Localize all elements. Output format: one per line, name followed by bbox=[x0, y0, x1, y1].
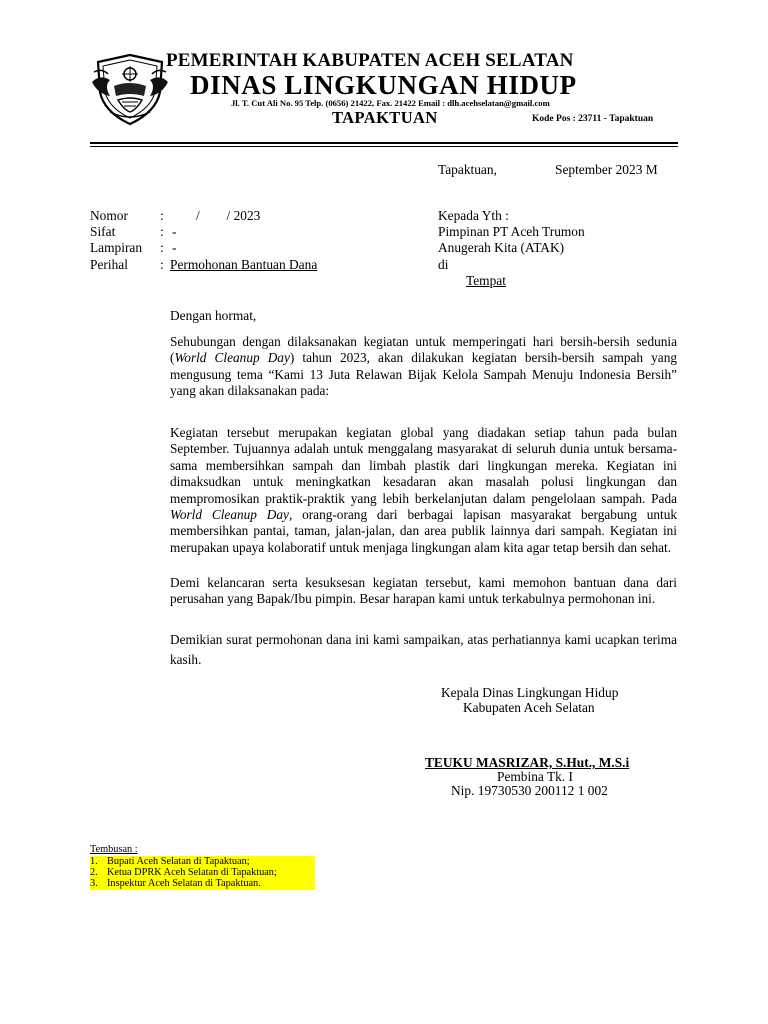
letterhead-government: PEMERINTAH KABUPATEN ACEH SELATAN bbox=[166, 50, 574, 71]
letterhead-rule-thin bbox=[90, 146, 678, 147]
paragraph-description: Kegiatan tersebut merupakan kegiatan global yang diadakan setiap tahun pada bulan September. Tujuannya adalah untuk menggalang masyarakat di seluruh dunia untuk bersama-sama membersihkan sampah dan limbah plastik dari lingkungan mereka. Kegiatan ini dimaksudkan untuk meningkatkan kesadaran akan masalah polusi lingkungan dan mempromosikan praktik-praktik yang lebih berkelanjutan dalam pengelolaan sampah. Pada World Cleanup Day, orang-orang dari berbagai lapisan masyarakat bergabung untuk membersihkan pantai, taman, jalan-jalan, dan area publik lainnya dari sampah. Kegiatan ini merupakan upaya kolaboratif untuk menjaga lingkungan alam kita agar tetap bersih dan sehat. bbox=[170, 425, 677, 555]
recipient-greeting: Kepada Yth : bbox=[438, 208, 509, 223]
signature-title-2: Kabupaten Aceh Selatan bbox=[463, 700, 595, 715]
meta-label-lampiran: Lampiran bbox=[90, 240, 143, 255]
cc-heading: Tembusan : bbox=[90, 844, 138, 855]
meta-sep-lampiran: : bbox=[160, 240, 164, 255]
meta-sep-nomor: : bbox=[160, 208, 164, 223]
date-value: September 2023 M bbox=[555, 162, 658, 177]
signature-name: TEUKU MASRIZAR, S.Hut., M.S.i bbox=[425, 755, 630, 770]
meta-value-sifat: - bbox=[172, 224, 177, 239]
letterhead-address: Jl. T. Cut Ali No. 95 Telp. (0656) 21422, Fax. 21422 Email : dlh.acehselatan@gmail.com bbox=[231, 98, 550, 108]
recipient-place: Tempat bbox=[466, 273, 506, 288]
meta-label-sifat: Sifat bbox=[90, 224, 116, 239]
date-place: Tapaktuan, bbox=[438, 162, 497, 177]
recipient-line2: Anugerah Kita (ATAK) bbox=[438, 240, 565, 255]
paragraph-closing: Demikian surat permohonan dana ini kami sampaikan, atas perhatiannya kami ucapkan terima kasih. bbox=[170, 632, 677, 667]
signature-nip: Nip. 19730530 200112 1 002 bbox=[451, 783, 608, 798]
meta-value-perihal: Permohonan Bantuan Dana bbox=[170, 257, 318, 272]
paragraph-request: Demi kelancaran serta kesuksesan kegiatan tersebut, kami memohon bantuan dana dari perusahan yang Bapak/Ibu pimpin. Besar harapan kami untuk terkabulnya permohonan ini. bbox=[170, 575, 677, 607]
meta-label-perihal: Perihal bbox=[90, 257, 128, 272]
recipient-line1: Pimpinan PT Aceh Trumon bbox=[438, 224, 585, 239]
letterhead-postal-code: Kode Pos : 23711 - Tapaktuan bbox=[532, 114, 654, 124]
signature-rank: Pembina Tk. I bbox=[497, 769, 573, 784]
meta-value-nomor: / / 2023 bbox=[196, 208, 261, 223]
salutation: Dengan hormat, bbox=[170, 308, 257, 323]
recipient-at: di bbox=[438, 257, 449, 272]
regency-crest-logo bbox=[90, 52, 170, 126]
meta-label-nomor: Nomor bbox=[90, 208, 128, 223]
signature-title-1: Kepala Dinas Lingkungan Hidup bbox=[441, 685, 619, 700]
cc-item-3: 3. Inspektur Aceh Selatan di Tapaktuan. bbox=[90, 878, 315, 890]
paragraph-intro: Sehubungan dengan dilaksanakan kegiatan untuk memperingati hari bersih-bersih sedunia (World Cleanup Day) tahun 2023, akan dilakukan kegiatan bersih-bersih sampah yang mengusung tema “Kami 13 Juta Relawan Bijak Kelola Sampah Menuju Indonesia Bersih” yang akan dilaksanakan pada: bbox=[170, 334, 677, 399]
cc-item-2: 2. Ketua DPRK Aceh Selatan di Tapaktuan; bbox=[90, 867, 315, 879]
meta-sep-sifat: : bbox=[160, 224, 164, 239]
meta-sep-perihal: : bbox=[160, 257, 164, 272]
letterhead-department: DINAS LINGKUNGAN HIDUP bbox=[190, 70, 577, 100]
meta-value-lampiran: - bbox=[172, 240, 177, 255]
letterhead-city: TAPAKTUAN bbox=[332, 108, 438, 127]
cc-item-1: 1. Bupati Aceh Selatan di Tapaktuan; bbox=[90, 856, 315, 868]
letterhead-rule-thick bbox=[90, 142, 678, 144]
